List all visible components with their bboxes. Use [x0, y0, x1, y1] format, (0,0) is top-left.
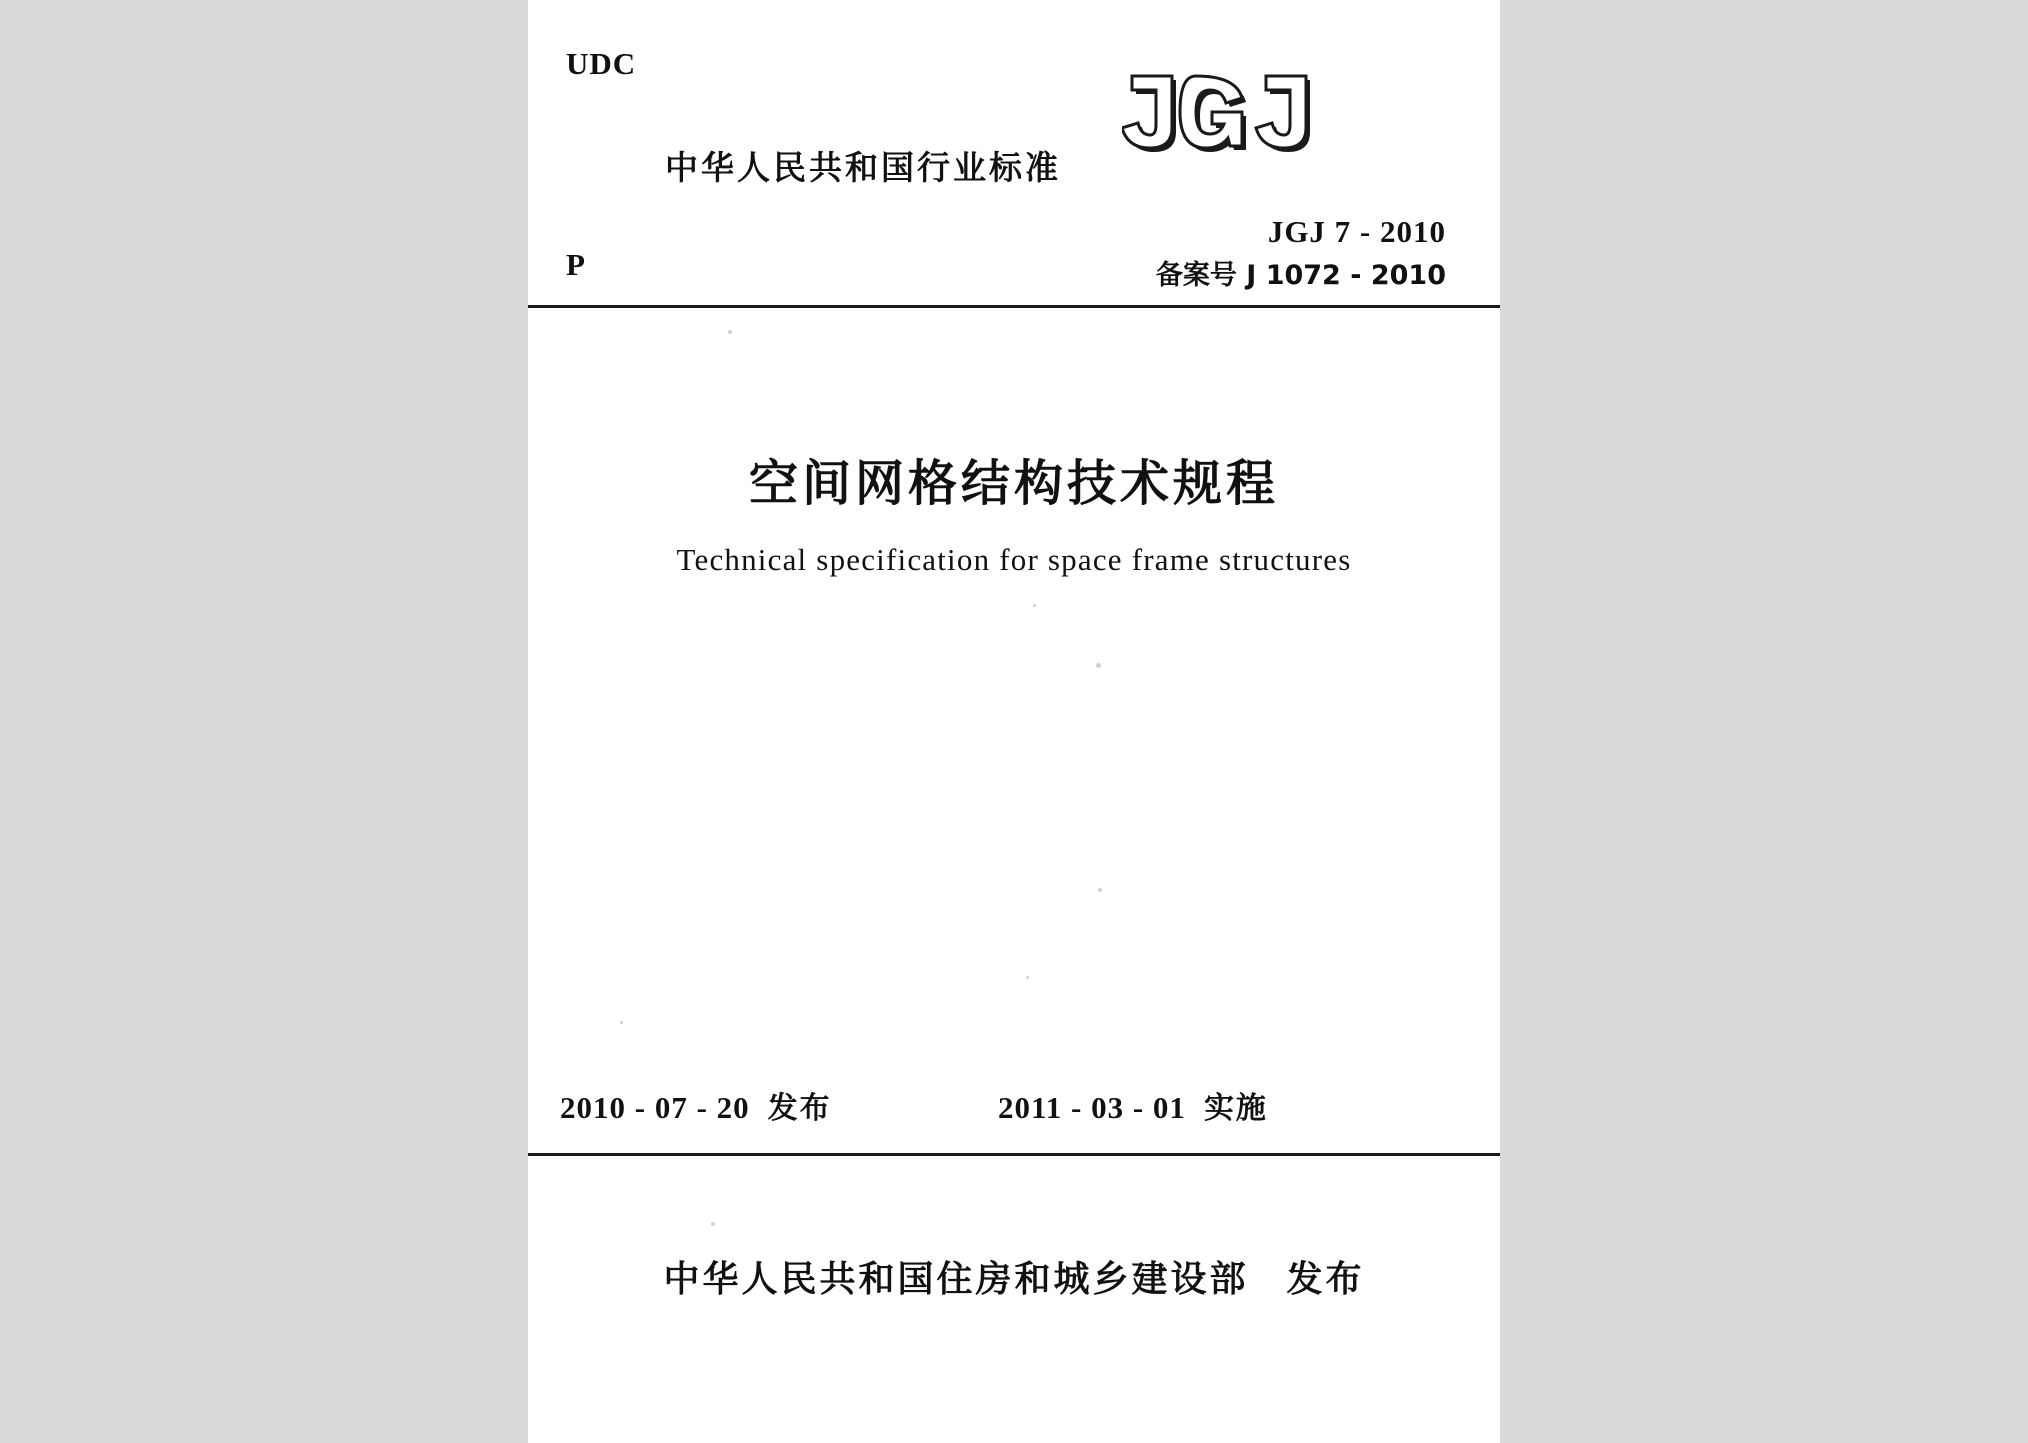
document-header [528, 0, 1500, 308]
issue-date: 2010 - 07 - 20 [560, 1090, 750, 1125]
scan-speckle [1033, 604, 1036, 607]
document-title-en: Technical specification for space frame structures [676, 542, 1352, 577]
publisher-verb: 发布 [1286, 1259, 1365, 1300]
effective-date: 2011 - 03 - 01 [998, 1090, 1186, 1125]
publisher-name: 中华人民共和国住房和城乡建设部 [663, 1259, 1249, 1300]
document-page [528, 0, 1500, 1443]
classification-p-label: P [566, 247, 585, 282]
record-number: 备案号 J 1072 - 2010 [1155, 260, 1446, 291]
scan-speckle [728, 330, 732, 334]
date-row [528, 1083, 1500, 1125]
udc-label: UDC [566, 46, 637, 81]
jgj-logo-icon [1122, 72, 1332, 158]
scan-speckle [1098, 888, 1102, 892]
issue-date-group [560, 1083, 832, 1127]
document-title-cn: 空间网格结构技术规程 [748, 455, 1279, 512]
effective-label: 实施 [1203, 1091, 1268, 1126]
issue-label: 发布 [767, 1091, 832, 1126]
footer-divider [528, 1153, 1500, 1156]
effective-date-group [998, 1083, 1268, 1127]
publisher-line [528, 1251, 1500, 1302]
scan-speckle [1026, 976, 1029, 979]
scan-speckle [620, 1021, 623, 1024]
standard-organization-title: 中华人民共和国行业标准 [665, 148, 1061, 187]
scan-speckle [1096, 663, 1101, 668]
header-divider [528, 305, 1500, 308]
standard-number: JGJ 7 - 2010 [1267, 214, 1446, 249]
scan-speckle [711, 1222, 715, 1226]
